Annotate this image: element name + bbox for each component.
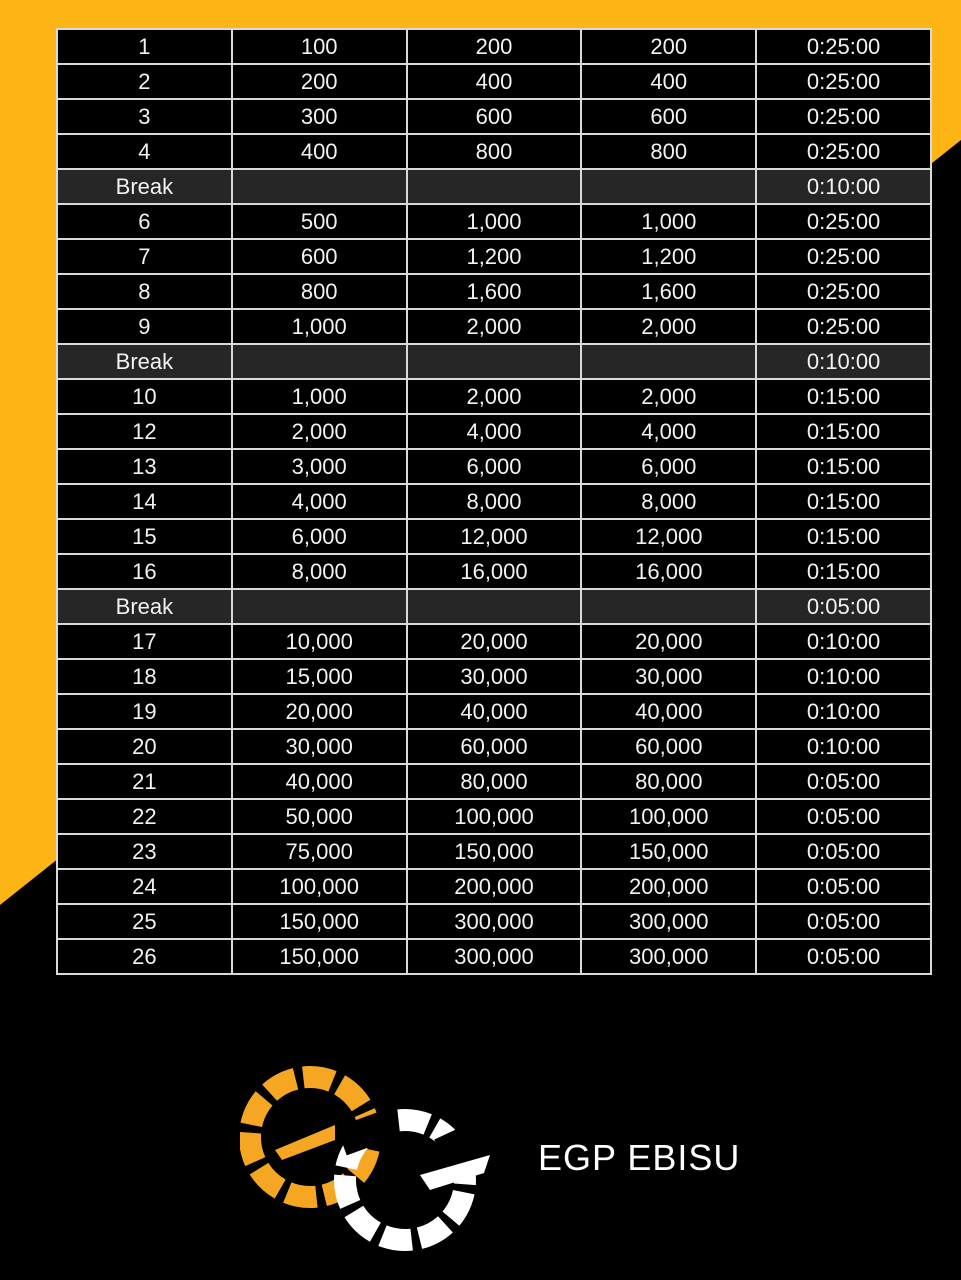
break-row — [57, 169, 931, 204]
table-cell: 0:15:00 — [756, 414, 931, 449]
table-cell: 0:10:00 — [756, 344, 931, 379]
table-cell — [581, 169, 756, 204]
table-cell — [581, 344, 756, 379]
table-cell: 0:15:00 — [756, 484, 931, 519]
table-cell: 0:05:00 — [756, 939, 931, 974]
egp-logo-icon — [240, 1055, 500, 1260]
table-cell: 0:05:00 — [756, 589, 931, 624]
table-cell: 2,000 — [581, 379, 756, 414]
table-cell: 50,000 — [232, 799, 407, 834]
table-cell: 30,000 — [581, 659, 756, 694]
table-cell — [232, 344, 407, 379]
table-cell: 18 — [57, 659, 232, 694]
brand-name: EGP EBISU — [538, 1137, 741, 1178]
table-row — [57, 519, 931, 554]
table-cell: 2,000 — [232, 414, 407, 449]
table-cell: 1,000 — [232, 309, 407, 344]
table-cell: 0:10:00 — [756, 659, 931, 694]
table-cell: 4,000 — [407, 414, 582, 449]
table-cell: 8,000 — [232, 554, 407, 589]
table-cell: 800 — [581, 134, 756, 169]
table-cell: 14 — [57, 484, 232, 519]
table-cell: 2 — [57, 64, 232, 99]
table-cell: 10 — [57, 379, 232, 414]
table-cell: 1,200 — [407, 239, 582, 274]
table-cell: 150,000 — [581, 834, 756, 869]
table-cell: 30,000 — [407, 659, 582, 694]
table-cell: 20,000 — [232, 694, 407, 729]
table-cell — [232, 589, 407, 624]
blind-structure-table-container — [56, 28, 932, 975]
table-cell: Break — [57, 169, 232, 204]
table-row — [57, 694, 931, 729]
table-row — [57, 729, 931, 764]
table-cell: 0:15:00 — [756, 519, 931, 554]
table-cell: 0:10:00 — [756, 624, 931, 659]
table-cell: 20,000 — [407, 624, 582, 659]
table-row — [57, 904, 931, 939]
table-cell: 1,600 — [407, 274, 582, 309]
table-cell: 0:05:00 — [756, 904, 931, 939]
table-cell: 100,000 — [407, 799, 582, 834]
table-cell: 100,000 — [232, 869, 407, 904]
table-cell: 0:05:00 — [756, 869, 931, 904]
table-cell: 600 — [232, 239, 407, 274]
table-cell: 40,000 — [232, 764, 407, 799]
table-cell: 20,000 — [581, 624, 756, 659]
table-cell: 0:05:00 — [756, 764, 931, 799]
table-cell: 0:25:00 — [756, 64, 931, 99]
table-row — [57, 64, 931, 99]
table-row — [57, 239, 931, 274]
table-cell: 300,000 — [581, 904, 756, 939]
table-cell: 300 — [232, 99, 407, 134]
table-cell: 26 — [57, 939, 232, 974]
table-cell: 60,000 — [407, 729, 582, 764]
table-cell: 17 — [57, 624, 232, 659]
table-cell: 0:25:00 — [756, 134, 931, 169]
table-cell: 200,000 — [407, 869, 582, 904]
table-cell: 2,000 — [581, 309, 756, 344]
table-row — [57, 624, 931, 659]
table-row — [57, 379, 931, 414]
table-cell: 15 — [57, 519, 232, 554]
table-cell: 80,000 — [407, 764, 582, 799]
table-cell: 22 — [57, 799, 232, 834]
table-row — [57, 414, 931, 449]
table-row — [57, 484, 931, 519]
table-row — [57, 274, 931, 309]
table-cell: 8 — [57, 274, 232, 309]
table-cell: 16,000 — [581, 554, 756, 589]
table-row — [57, 659, 931, 694]
table-cell: 0:25:00 — [756, 239, 931, 274]
table-cell: 2,000 — [407, 309, 582, 344]
table-cell: 300,000 — [407, 939, 582, 974]
table-cell: 4 — [57, 134, 232, 169]
table-cell: 400 — [232, 134, 407, 169]
table-cell: 7 — [57, 239, 232, 274]
table-cell: 1,200 — [581, 239, 756, 274]
table-cell: 400 — [407, 64, 582, 99]
table-row — [57, 939, 931, 974]
table-cell: 16,000 — [407, 554, 582, 589]
table-cell: 200,000 — [581, 869, 756, 904]
table-cell: 150,000 — [232, 939, 407, 974]
table-cell: 2,000 — [407, 379, 582, 414]
table-cell: 200 — [581, 29, 756, 64]
table-cell: 40,000 — [581, 694, 756, 729]
table-row — [57, 554, 931, 589]
table-cell: 0:15:00 — [756, 449, 931, 484]
table-cell: 1,600 — [581, 274, 756, 309]
table-cell: 12,000 — [581, 519, 756, 554]
table-cell: 150,000 — [232, 904, 407, 939]
table-cell: 4,000 — [232, 484, 407, 519]
table-cell: 21 — [57, 764, 232, 799]
table-cell: 30,000 — [232, 729, 407, 764]
table-cell: 0:15:00 — [756, 379, 931, 414]
table-cell: 80,000 — [581, 764, 756, 799]
table-cell: 600 — [581, 99, 756, 134]
table-cell: 200 — [232, 64, 407, 99]
break-row — [57, 589, 931, 624]
table-cell: 200 — [407, 29, 582, 64]
table-cell: 6,000 — [407, 449, 582, 484]
table-cell — [407, 344, 582, 379]
table-cell: 10,000 — [232, 624, 407, 659]
table-cell: 13 — [57, 449, 232, 484]
table-row — [57, 29, 931, 64]
table-cell — [407, 169, 582, 204]
table-row — [57, 869, 931, 904]
table-cell: 23 — [57, 834, 232, 869]
table-cell: 8,000 — [581, 484, 756, 519]
table-cell: 0:05:00 — [756, 799, 931, 834]
table-cell: 3 — [57, 99, 232, 134]
table-cell: 500 — [232, 204, 407, 239]
table-cell: 40,000 — [407, 694, 582, 729]
table-cell: Break — [57, 589, 232, 624]
table-cell: 300,000 — [407, 904, 582, 939]
table-row — [57, 99, 931, 134]
table-body — [57, 29, 931, 974]
table-cell: 3,000 — [232, 449, 407, 484]
table-cell: 20 — [57, 729, 232, 764]
table-cell: 1,000 — [581, 204, 756, 239]
blind-structure-table — [56, 28, 932, 975]
table-cell: 800 — [407, 134, 582, 169]
table-cell: 600 — [407, 99, 582, 134]
table-row — [57, 449, 931, 484]
table-cell: 6 — [57, 204, 232, 239]
table-cell: 0:25:00 — [756, 309, 931, 344]
table-cell: 150,000 — [407, 834, 582, 869]
table-cell: 1 — [57, 29, 232, 64]
table-cell: 16 — [57, 554, 232, 589]
table-cell: 0:10:00 — [756, 729, 931, 764]
table-cell: 15,000 — [232, 659, 407, 694]
table-cell: 0:25:00 — [756, 29, 931, 64]
break-row — [57, 344, 931, 379]
table-cell: 9 — [57, 309, 232, 344]
table-cell: 0:05:00 — [756, 834, 931, 869]
table-cell — [232, 169, 407, 204]
table-cell: 12 — [57, 414, 232, 449]
table-cell: 25 — [57, 904, 232, 939]
table-row — [57, 834, 931, 869]
table-cell: 0:10:00 — [756, 169, 931, 204]
table-cell: 1,000 — [232, 379, 407, 414]
table-cell: 1,000 — [407, 204, 582, 239]
table-cell: 0:25:00 — [756, 204, 931, 239]
table-cell: 800 — [232, 274, 407, 309]
table-cell: 0:25:00 — [756, 99, 931, 134]
table-cell: 4,000 — [581, 414, 756, 449]
table-cell: 24 — [57, 869, 232, 904]
table-cell: 19 — [57, 694, 232, 729]
table-row — [57, 799, 931, 834]
table-cell — [581, 589, 756, 624]
table-row — [57, 134, 931, 169]
table-cell: 12,000 — [407, 519, 582, 554]
table-cell: 300,000 — [581, 939, 756, 974]
table-cell: 8,000 — [407, 484, 582, 519]
table-cell: 0:15:00 — [756, 554, 931, 589]
table-cell: Break — [57, 344, 232, 379]
table-cell: 6,000 — [581, 449, 756, 484]
table-cell: 75,000 — [232, 834, 407, 869]
table-row — [57, 764, 931, 799]
table-row — [57, 204, 931, 239]
table-cell: 0:25:00 — [756, 274, 931, 309]
table-cell: 100 — [232, 29, 407, 64]
table-row — [57, 309, 931, 344]
table-cell: 6,000 — [232, 519, 407, 554]
table-cell — [407, 589, 582, 624]
table-cell: 60,000 — [581, 729, 756, 764]
table-cell: 400 — [581, 64, 756, 99]
table-cell: 100,000 — [581, 799, 756, 834]
table-cell: 0:10:00 — [756, 694, 931, 729]
